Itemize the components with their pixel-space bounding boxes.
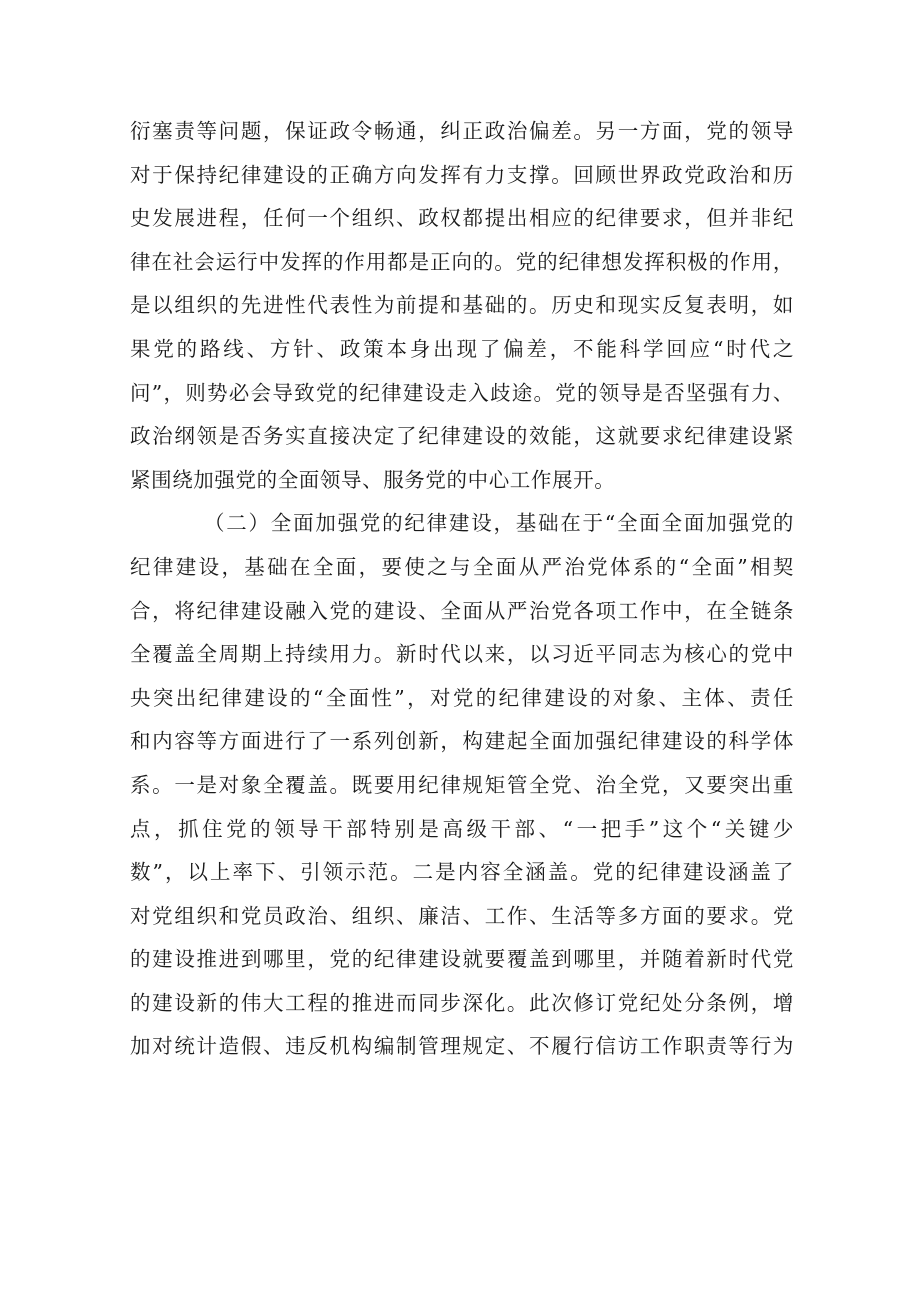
paragraph-1 [130,110,794,502]
text-line: 衍塞责等问题，保证政令畅通，纠正政治偏差。另一方面，党的领导 [130,119,794,143]
text-line: 央突出纪律建设的“全面性”，对党的纪律建设的对象、主体、责任 [130,685,794,710]
document-body [130,110,794,1069]
text-line: 点，抓住党的领导干部特别是高级干部、“一把手”这个“关键少 [130,816,794,841]
text-line: 果党的路线、方针、政策本身出现了偏差，不能科学回应“时代之 [130,336,794,361]
text-line: 史发展进程，任何一个组织、政权都提出相应的纪律要求，但并非纪 [130,206,794,231]
text-line: 系。一是对象全覆盖。既要用纪律规矩管全党、治全党，又要突出重 [130,772,794,797]
text-line: 全覆盖全周期上持续用力。新时代以来，以习近平同志为核心的党中 [130,642,794,667]
text-line: 对党组织和党员政治、组织、廉洁、工作、生活等多方面的要求。党 [130,903,794,928]
text-line: 加对统计造假、违反机构编制管理规定、不履行信访工作职责等行为 [130,1034,794,1059]
text-line: 的建设推进到哪里，党的纪律建设就要覆盖到哪里，并随着新时代党 [130,947,794,972]
text-line: 是以组织的先进性代表性为前提和基础的。历史和现实反复表明，如 [130,293,794,318]
text-line: 纪律建设，基础在全面，要使之与全面从严治党体系的“全面”相契 [130,554,794,579]
text-line: 合，将纪律建设融入党的建设、全面从严治党各项工作中，在全链条 [130,598,794,623]
text-line: 数”，以上率下、引领示范。二是内容全涵盖。党的纪律建设涵盖了 [130,860,794,885]
text-line: 的建设新的伟大工程的推进而同步深化。此次修订党纪处分条例，增 [130,990,794,1015]
paragraph-2 [130,502,794,1069]
text-line: 紧围绕加强党的全面领导、服务党的中心工作展开。 [130,467,616,492]
text-line: 对于保持纪律建设的正确方向发挥有力支撑。回顾世界政党政治和历 [130,162,794,187]
text-line: （二）全面加强党的纪律建设，基础在于“全面全面加强党的 [204,511,794,536]
text-line: 政治纲领是否务实直接决定了纪律建设的效能，这就要求纪律建设紧 [130,424,794,449]
text-line: 律在社会运行中发挥的作用都是正向的。党的纪律想发挥积极的作用， [130,249,794,274]
text-line: 和内容等方面进行了一系列创新，构建起全面加强纪律建设的科学体 [130,729,794,754]
text-line: 问”，则势必会导致党的纪律建设走入歧途。党的领导是否坚强有力、 [130,380,794,405]
